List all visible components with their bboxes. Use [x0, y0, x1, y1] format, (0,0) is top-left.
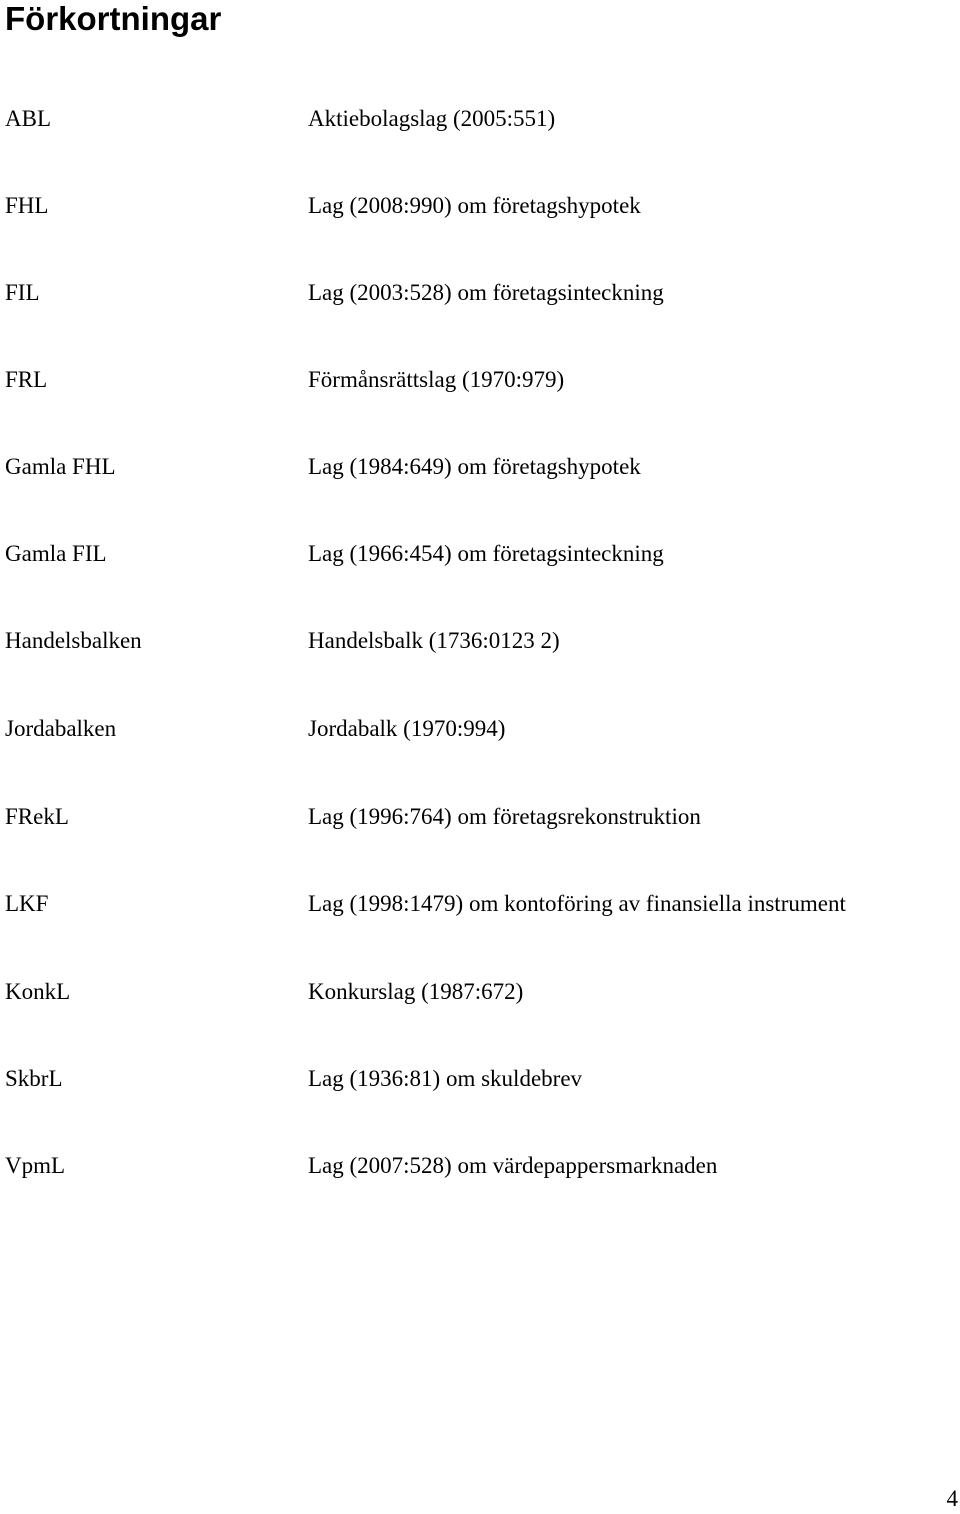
- abbreviation-term: FRekL: [5, 804, 69, 829]
- abbreviation-term: SkbrL: [5, 1066, 63, 1091]
- abbreviation-definition: Lag (1998:1479) om kontoföring av finansiella instrument: [308, 891, 846, 916]
- abbreviation-term: Handelsbalken: [5, 628, 142, 653]
- abbreviation-row: [0, 714, 960, 744]
- abbreviation-term: Gamla FHL: [5, 454, 116, 479]
- abbreviation-definition: Lag (1966:454) om företagsinteckning: [308, 541, 664, 566]
- abbreviation-row: [0, 452, 960, 482]
- abbreviation-definition: Lag (1936:81) om skuldebrev: [308, 1066, 583, 1091]
- abbreviation-term: VpmL: [5, 1153, 66, 1178]
- abbreviation-row: [0, 1151, 960, 1181]
- abbreviation-row: [0, 104, 960, 134]
- abbreviation-definition: Aktiebolagslag (2005:551): [308, 106, 556, 131]
- abbreviation-row: [0, 889, 960, 919]
- abbreviation-definition: Lag (2003:528) om företagsinteckning: [308, 280, 664, 305]
- abbreviation-term: LKF: [5, 891, 49, 916]
- abbreviation-definition: Konkurslag (1987:672): [308, 979, 524, 1004]
- abbreviation-row: [0, 626, 960, 656]
- abbreviation-term: KonkL: [5, 979, 71, 1004]
- abbreviation-definition: Förmånsrättslag (1970:979): [308, 367, 565, 392]
- abbreviation-definition: Handelsbalk (1736:0123 2): [308, 628, 560, 653]
- abbreviation-term: Gamla FIL: [5, 541, 107, 566]
- abbreviation-term: ABL: [5, 106, 51, 131]
- abbreviation-definition: Jordabalk (1970:994): [308, 716, 506, 741]
- abbreviation-term: FHL: [5, 193, 49, 218]
- abbreviation-definition: Lag (2007:528) om värdepappersmarknaden: [308, 1153, 718, 1178]
- page-number: 4: [946, 1486, 958, 1511]
- abbreviation-term: FRL: [5, 367, 48, 392]
- abbreviation-definition: Lag (1984:649) om företagshypotek: [308, 454, 641, 479]
- abbreviation-definition: Lag (2008:990) om företagshypotek: [308, 193, 641, 218]
- abbreviation-definition: Lag (1996:764) om företagsrekonstruktion: [308, 804, 701, 829]
- abbreviation-row: [0, 539, 960, 569]
- abbreviation-row: [0, 278, 960, 308]
- abbreviation-term: Jordabalken: [5, 716, 117, 741]
- abbreviation-term: FIL: [5, 280, 40, 305]
- abbreviation-row: [0, 977, 960, 1007]
- abbreviation-row: [0, 191, 960, 221]
- abbreviation-row: [0, 365, 960, 395]
- page-title: Förkortningar: [5, 0, 222, 37]
- abbreviation-row: [0, 802, 960, 832]
- abbreviation-row: [0, 1064, 960, 1094]
